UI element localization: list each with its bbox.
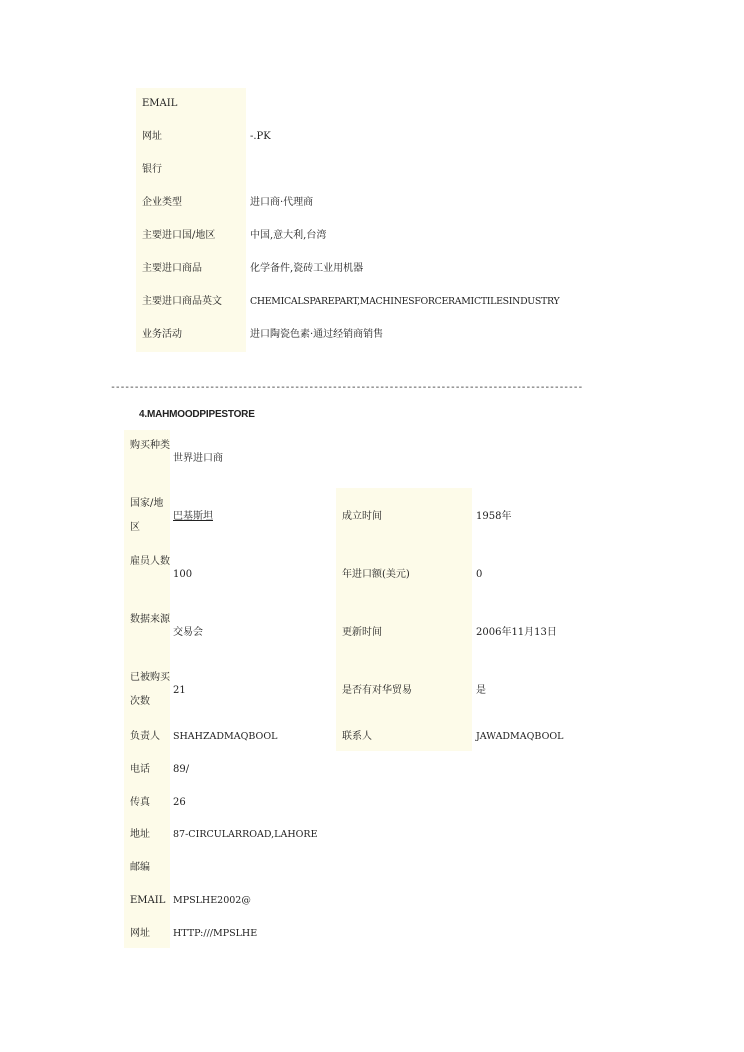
value-address: 87-CIRCULARROAD,LAHORE [173, 829, 318, 840]
s1-label-import-goods: 主要进口商品 [142, 263, 202, 274]
value-data-source: 交易会 [173, 627, 203, 638]
label-annual-import: 年进口额(美元) [342, 569, 410, 580]
s1-label-bank: 银行 [142, 164, 162, 175]
label-china-trade: 是否有对华贸易 [342, 685, 412, 696]
label-fax: 传真 [130, 797, 150, 808]
label-contact: 联系人 [342, 731, 372, 742]
value-annual-import: 0 [476, 569, 483, 580]
section1-label-column [136, 88, 246, 352]
s1-value-import-goods: 化学备件,瓷砖工业用机器 [250, 263, 364, 274]
s1-value-business: 进口陶瓷色素·通过经销商销售 [250, 329, 384, 340]
value-website[interactable]: HTTP:///MPSLHE [173, 928, 258, 939]
value-established: 1958年 [476, 511, 512, 522]
s1-label-business: 业务活动 [142, 329, 182, 340]
section2-mid-label-column [336, 488, 472, 751]
label-manager: 负责人 [130, 731, 160, 742]
value-times-bought: 21 [173, 685, 186, 696]
value-manager: SHAHZADMAQBOOL [173, 731, 278, 742]
s1-value-import-goods-en: CHEMICALSPAREPART,MACHINESFORCERAMICTILESINDUSTRY [250, 296, 560, 307]
s1-label-email: EMAIL [142, 98, 178, 109]
s1-value-import-countries: 中国,意大利,台湾 [250, 230, 327, 241]
label-established: 成立时间 [342, 511, 382, 522]
s1-label-company-type: 企业类型 [142, 197, 182, 208]
value-contact: JAWADMAQBOOL [476, 731, 564, 742]
value-purchase-type: 世界进口商 [173, 453, 223, 464]
label-employees: 雇员人数 [130, 556, 170, 567]
value-country: 巴基斯坦 [173, 511, 213, 522]
label-website: 网址 [130, 928, 150, 939]
value-email: MPSLHE2002@ [173, 895, 251, 906]
label-postcode: 邮编 [130, 862, 150, 873]
company-heading: 4.MAHMOODPIPESTORE [139, 409, 255, 420]
s1-label-import-countries: 主要进口国/地区 [142, 230, 216, 241]
value-china-trade: 是 [476, 685, 486, 696]
label-data-source: 数据来源 [130, 614, 170, 625]
s1-value-website: -.PK [250, 131, 271, 142]
label-purchase-type: 购买种类 [130, 440, 170, 451]
label-phone: 电话 [130, 764, 150, 775]
label-times-bought: 已被购买次数 [130, 672, 170, 707]
value-phone: 89/ [173, 764, 190, 775]
s1-label-website: 网址 [142, 131, 162, 142]
s1-value-company-type: 进口商·代理商 [250, 197, 314, 208]
value-updated: 2006年11月13日 [476, 627, 557, 638]
s1-label-import-goods-en: 主要进口商品英文 [142, 296, 222, 307]
label-email: EMAIL [130, 895, 166, 906]
value-fax: 26 [173, 797, 186, 808]
label-country: 国家/地区 [130, 498, 164, 533]
value-employees: 100 [173, 569, 193, 580]
section-separator: ---------------------------------------------------------------------------------------------------- [110, 382, 583, 393]
label-updated: 更新时间 [342, 627, 382, 638]
label-address: 地址 [130, 829, 150, 840]
